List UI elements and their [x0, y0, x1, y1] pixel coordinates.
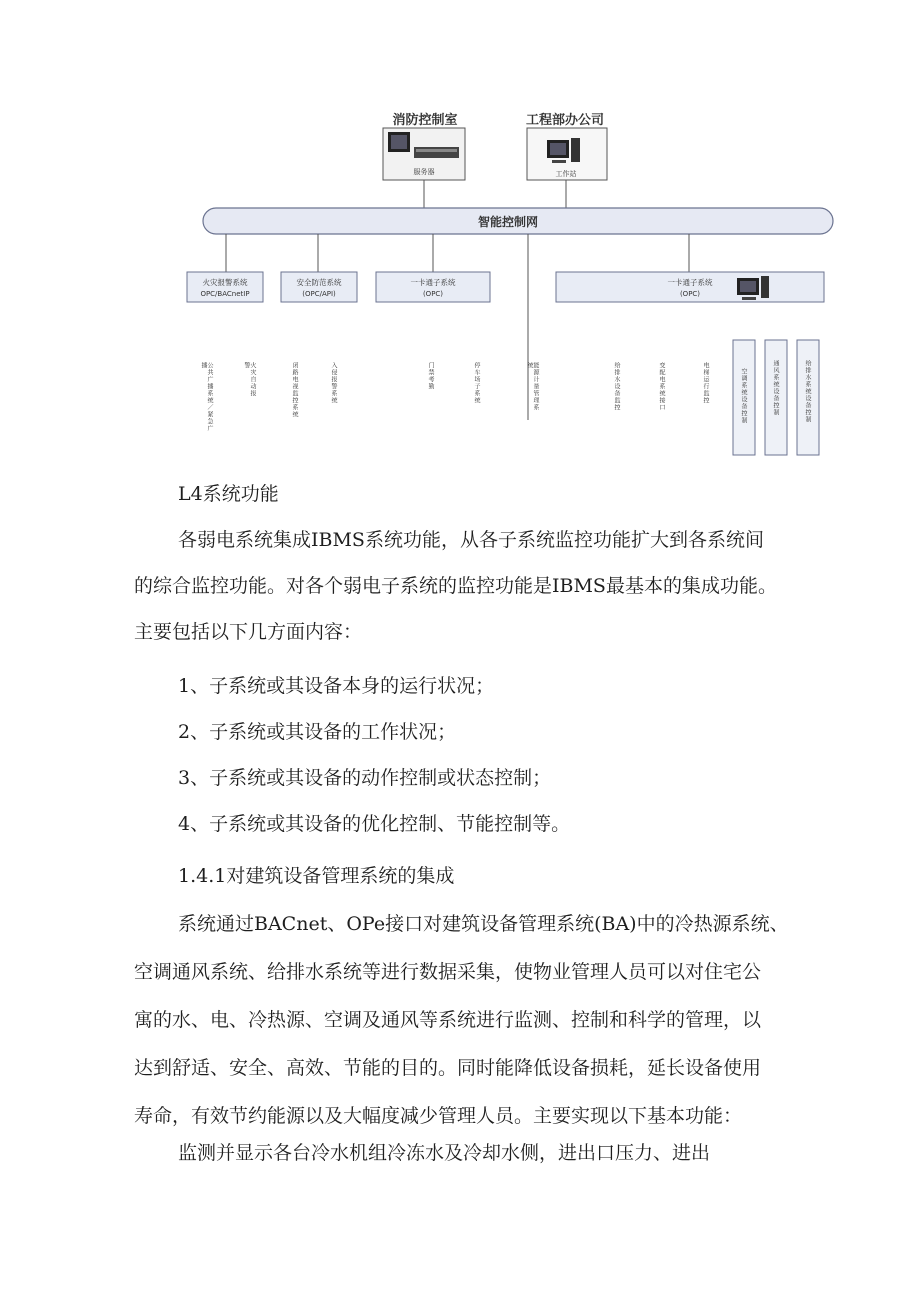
paragraph-line: 寿命，有效节约能源以及大幅度减少管理人员。主要实现以下基本功能：	[134, 1105, 743, 1127]
paragraph-line: 寓的水、电、冷热源、空调及通风等系统进行监测、控制和科学的管理，以	[134, 1009, 762, 1031]
control-network-label: 智能控制网	[477, 215, 539, 229]
vertical-label: 入侵报警系统	[330, 362, 337, 404]
vertical-label: 电梯运行监控	[702, 362, 709, 404]
vertical-label: 门禁考勤	[427, 362, 434, 390]
paragraph-line: 系统通过BACnet、OPe接口对建筑设备管理系统(BA)中的冷热源系统、	[178, 913, 789, 935]
list-item: 2、子系统或其设备的工作状况；	[178, 721, 457, 743]
paragraph-line: 空调通风系统、给排水系统等进行数据采集，使物业管理人员可以对住宅公	[134, 961, 762, 983]
subsystem-protocol: (OPC)	[422, 290, 444, 298]
device-box-label: 空调系统设备控制	[740, 368, 747, 424]
subsystem-protocol: (OPC/API)	[302, 290, 336, 298]
subsystem-label: 火灾报警系统	[202, 278, 248, 287]
system-architecture-diagram	[0, 0, 920, 470]
subsystem-protocol: (OPC)	[679, 290, 701, 298]
vertical-label: 变配电系统接口	[658, 362, 665, 411]
subsystem-label: 一卡通子系统	[667, 278, 713, 287]
vertical-label: 火灾自动报警	[243, 362, 256, 397]
paragraph-line: 主要包括以下几方面内容：	[134, 621, 363, 643]
subsection-heading: 1.4.1对建筑设备管理系统的集成	[178, 865, 455, 887]
vertical-label: 闭路电视监控系统	[291, 362, 298, 418]
device-box-label: 通风系统设备控制	[772, 360, 779, 416]
subsystem-protocol: OPC/BACnetIP	[200, 290, 250, 298]
list-item: 3、子系统或其设备的动作控制或状态控制；	[178, 767, 552, 789]
device-box-label: 给排水系统设备控制	[804, 360, 811, 423]
vertical-label: 公共广播系统／紧急广播	[200, 362, 213, 432]
paragraph-line: 监测并显示各台冷水机组冷冻水及冷却水侧，进出口压力、进出	[178, 1142, 711, 1164]
vertical-label: 给排水设备监控	[613, 362, 620, 411]
engineering-office-title: 工程部办公司	[525, 113, 605, 128]
paragraph-line: 的综合监控功能。对各个弱电子系统的监控功能是IBMS最基本的集成功能。	[134, 575, 777, 597]
subsystem-label: 安全防范系统	[296, 278, 342, 287]
server-label: 服务器	[413, 168, 435, 176]
list-item: 1、子系统或其设备本身的运行状况；	[178, 675, 495, 697]
subsystem-label: 一卡通子系统	[410, 278, 456, 287]
list-item: 4、子系统或其设备的优化控制、节能控制等。	[178, 813, 571, 835]
workstation-label: 工作站	[555, 170, 577, 178]
vertical-label: 停车场子系统	[473, 362, 480, 404]
section-heading: L4系统功能	[178, 483, 279, 505]
paragraph-line: 各弱电系统集成IBMS系统功能，从各子系统监控功能扩大到各系统间	[178, 529, 764, 551]
fire-control-room-title: 消防控制室	[392, 113, 458, 128]
vertical-label: 能源计量管理系统	[526, 362, 539, 411]
paragraph-line: 达到舒适、安全、高效、节能的目的。同时能降低设备损耗，延长设备使用	[134, 1057, 762, 1079]
